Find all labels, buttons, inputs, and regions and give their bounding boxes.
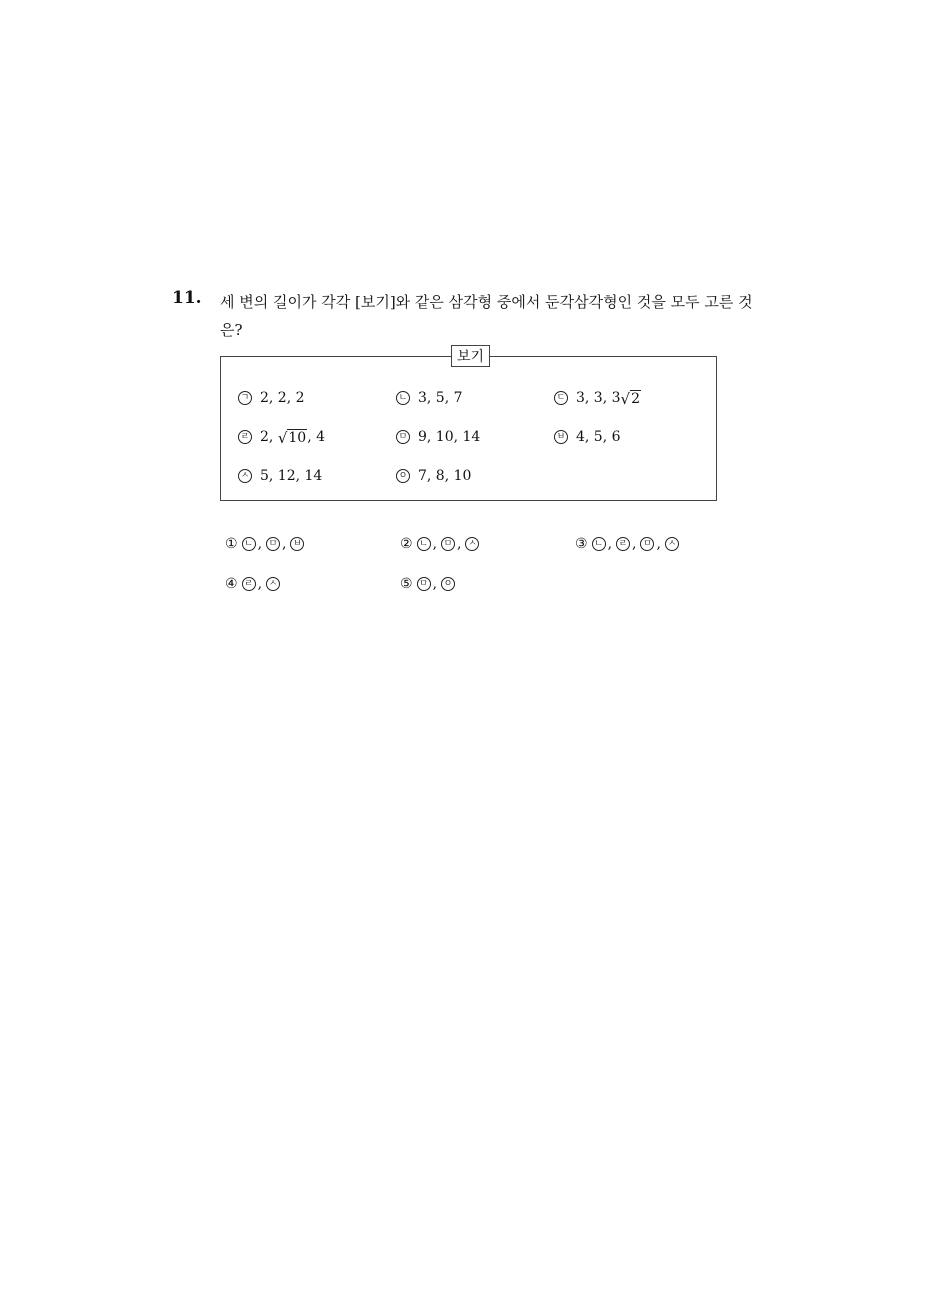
circled-marker: ㄹ	[242, 577, 256, 591]
answer-choice-4[interactable]: ④ ㄹ , ㅅ	[225, 574, 282, 594]
example-item-b	[396, 388, 463, 408]
example-item-h	[396, 466, 471, 486]
circled-marker: ㄴ	[592, 537, 606, 551]
circled-marker: ㅇ	[441, 577, 455, 591]
example-item-e	[396, 427, 480, 447]
example-values: 7, 8, 10	[418, 468, 472, 484]
circled-marker: ㅅ	[665, 537, 679, 551]
radicand: 2	[631, 390, 641, 407]
square-root: √ 2	[620, 389, 641, 408]
example-item-c	[554, 388, 641, 408]
answer-choice-5[interactable]: ⑤ ㅁ , ㅇ	[400, 574, 457, 594]
answer-choice-2[interactable]: ② ㄴ , ㅁ , ㅅ	[400, 534, 481, 554]
circled-marker: ㅂ	[290, 537, 304, 551]
radicand: 10	[288, 429, 307, 446]
circled-marker: ㄴ	[242, 537, 256, 551]
example-values-prefix: 3, 3, 3	[576, 390, 621, 406]
choice-number: ③	[575, 536, 588, 552]
example-values-prefix: 2,	[260, 429, 278, 445]
example-item-f	[554, 427, 621, 447]
example-values: 3, 5, 7	[418, 390, 463, 406]
circled-marker: ㄴ	[417, 537, 431, 551]
circled-marker: ㄹ	[238, 430, 252, 444]
circled-marker: ㅅ	[266, 577, 280, 591]
circled-marker: ㅅ	[465, 537, 479, 551]
example-item-a	[238, 388, 305, 408]
example-values: 4, 5, 6	[576, 429, 621, 445]
example-values: 9, 10, 14	[418, 429, 481, 445]
question-text: 세 변의 길이가 각각 [보기]와 같은 삼각형 중에서 둔각삼각형인 것을 모두 고른 것은?	[220, 293, 753, 339]
choice-number: ⑤	[400, 576, 413, 592]
square-root: √ 10	[277, 428, 307, 447]
circled-marker: ㅁ	[441, 537, 455, 551]
answer-choice-3[interactable]: ③ ㄴ , ㄹ , ㅁ , ㅅ	[575, 534, 681, 554]
circled-marker: ㄹ	[616, 537, 630, 551]
circled-marker: ㅅ	[238, 469, 252, 483]
circled-marker: ㅇ	[396, 469, 410, 483]
circled-marker: ㅁ	[417, 577, 431, 591]
circled-marker: ㅂ	[554, 430, 568, 444]
example-values: 2, 2, 2	[260, 390, 305, 406]
circled-marker: ㄷ	[554, 391, 568, 405]
question-number: 11.	[172, 288, 202, 308]
example-item-d	[238, 427, 325, 447]
example-values-suffix: , 4	[307, 429, 326, 445]
example-values: 5, 12, 14	[260, 468, 323, 484]
example-box-title: 보기	[451, 345, 490, 367]
circled-marker: ㅁ	[640, 537, 654, 551]
choice-number: ②	[400, 536, 413, 552]
answer-choice-1[interactable]: ① ㄴ , ㅁ , ㅂ	[225, 534, 306, 554]
circled-marker: ㅁ	[266, 537, 280, 551]
example-item-g	[238, 466, 322, 486]
circled-marker: ㄴ	[396, 391, 410, 405]
circled-marker: ㅁ	[396, 430, 410, 444]
circled-marker: ㄱ	[238, 391, 252, 405]
choice-number: ④	[225, 576, 238, 592]
choice-number: ①	[225, 536, 238, 552]
